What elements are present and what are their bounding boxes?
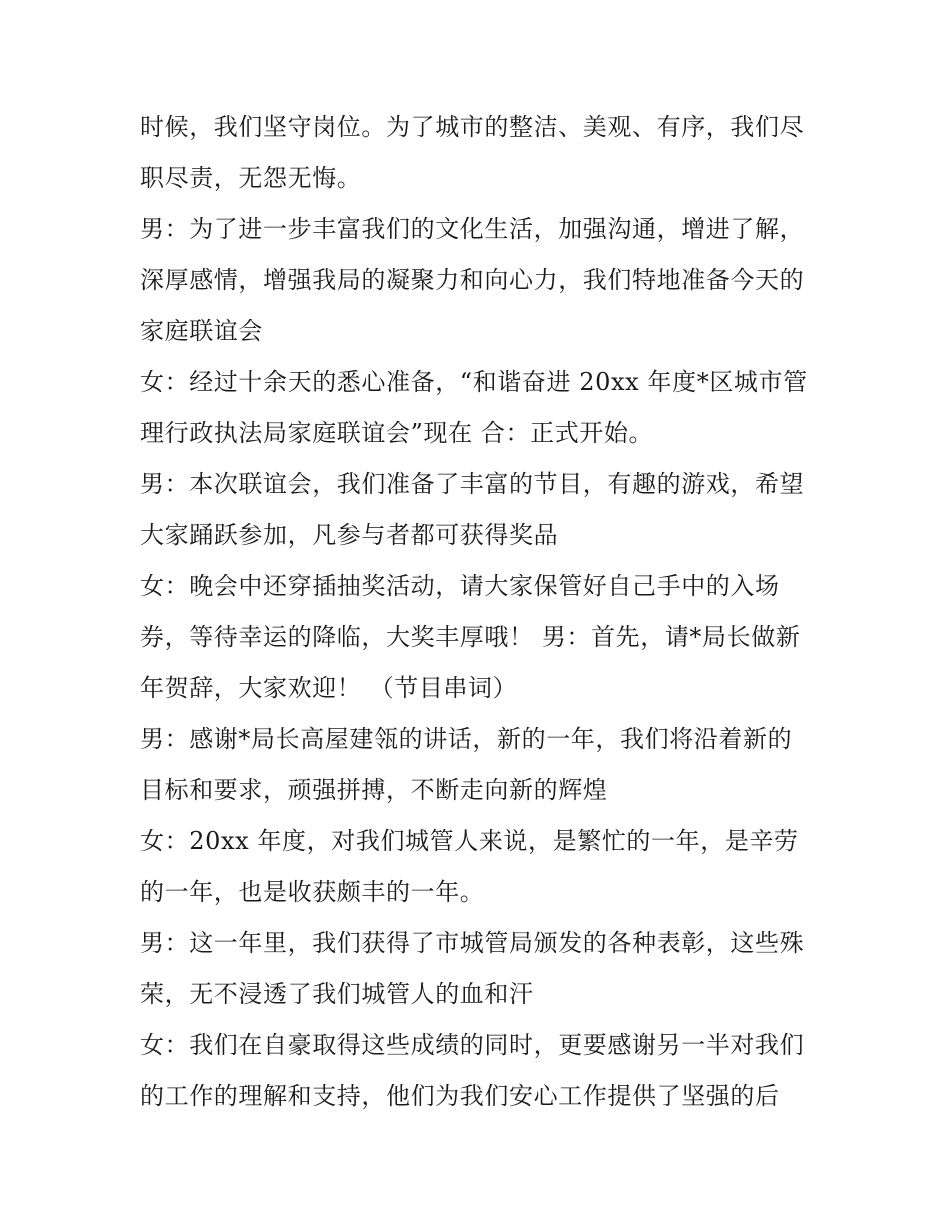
text-line: 女：晚会中还穿插抽奖活动，请大家保管好自己手中的入场 xyxy=(140,572,780,600)
text-line: 理行政执法局家庭联谊会”现在 合：正式开始。 xyxy=(140,419,654,447)
text-line: 时候，我们坚守岗位。为了城市的整洁、美观、有序，我们尽 xyxy=(140,113,805,141)
text-line: 女：我们在自豪取得这些成绩的同时，更要感谢另一半对我们 xyxy=(140,1031,805,1059)
text-line: 女：经过十余天的悉心准备，“和谐奋进 20xx 年度*区城市管 xyxy=(140,368,808,396)
text-line: 荣，无不浸透了我们城管人的血和汗 xyxy=(140,980,534,1008)
text-line: 家庭联谊会 xyxy=(140,317,263,345)
text-line: 的工作的理解和支持，他们为我们安心工作提供了坚强的后 xyxy=(140,1082,780,1110)
text-line: 职尽责，无怨无悔。 xyxy=(140,164,362,192)
text-line: 男：本次联谊会，我们准备了丰富的节目，有趣的游戏，希望 xyxy=(140,470,805,498)
text-line: 男：为了进一步丰富我们的文化生活，加强沟通，增进了解， xyxy=(140,215,805,243)
text-line: 深厚感情，增强我局的凝聚力和向心力，我们特地准备今天的 xyxy=(140,266,805,294)
text-line: 券，等待幸运的降临，大奖丰厚哦！ 男：首先，请*局长做新 xyxy=(140,623,801,651)
document-body xyxy=(140,102,830,1122)
text-line: 男：感谢*局长高屋建瓴的讲话，新的一年，我们将沿着新的 xyxy=(140,725,793,753)
text-line: 男：这一年里，我们获得了市城管局颁发的各种表彰，这些殊 xyxy=(140,929,805,957)
text-line: 目标和要求，顽强拼搏，不断走向新的辉煌 xyxy=(140,776,608,804)
text-line: 的一年，也是收获颇丰的一年。 xyxy=(140,878,485,906)
text-line: 大家踊跃参加，凡参与者都可获得奖品 xyxy=(140,521,559,549)
text-line: 女：20xx 年度，对我们城管人来说，是繁忙的一年，是辛劳 xyxy=(140,827,799,855)
text-line: 年贺辞，大家欢迎！ （节目串词） xyxy=(140,674,518,702)
